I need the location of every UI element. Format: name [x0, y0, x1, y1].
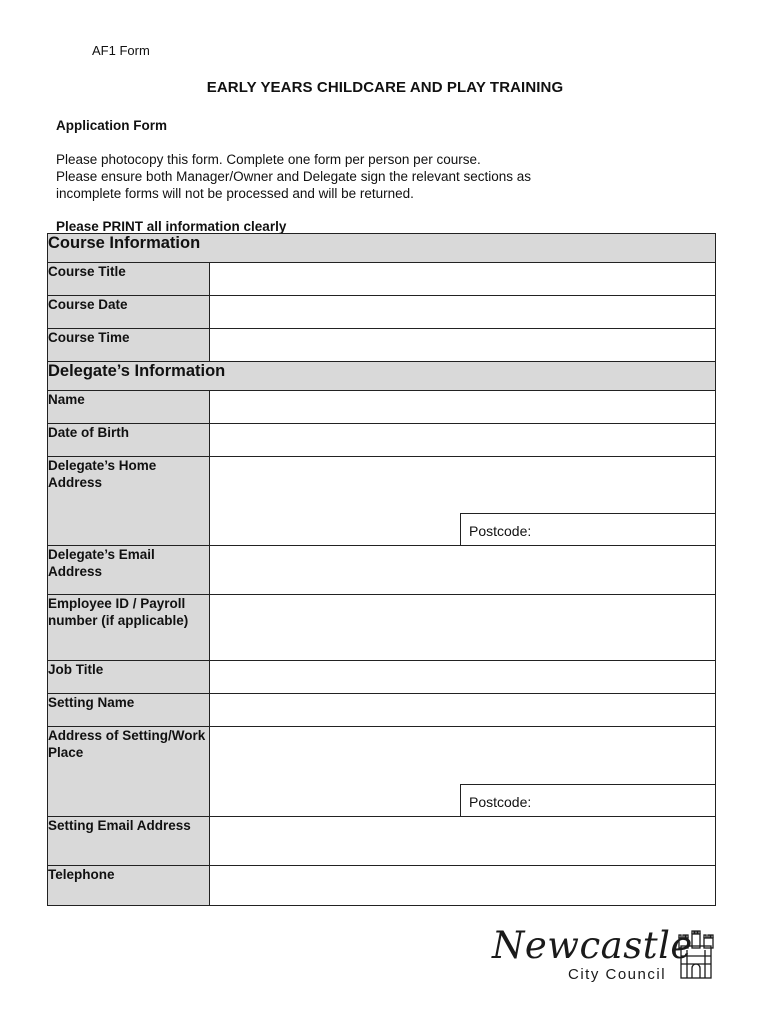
instruction-line: Please ensure both Manager/Owner and Delegate sign the relevant sections as — [56, 169, 532, 184]
setting-address-field[interactable] — [210, 727, 716, 817]
instruction-line: Please photocopy this form. Complete one form per person per course. — [56, 152, 481, 167]
course-date-label: Course Date — [48, 296, 210, 329]
setting-email-label: Setting Email Address — [48, 817, 210, 866]
delegate-email-field[interactable] — [210, 546, 716, 595]
course-information-header: Course Information — [48, 234, 716, 263]
setting-name-label: Setting Name — [48, 694, 210, 727]
job-title-field[interactable] — [210, 661, 716, 694]
setting-email-field[interactable] — [210, 817, 716, 866]
course-title-label: Course Title — [48, 263, 210, 296]
application-form-heading: Application Form — [56, 118, 167, 133]
delegate-email-label: Delegate’s Email Address — [48, 546, 210, 595]
delegate-information-header: Delegate’s Information — [48, 362, 716, 391]
telephone-field[interactable] — [210, 866, 716, 906]
home-postcode-field[interactable]: Postcode: — [460, 513, 716, 546]
date-of-birth-field[interactable] — [210, 424, 716, 457]
employee-id-field[interactable] — [210, 595, 716, 661]
home-address-label: Delegate’s Home Address — [48, 457, 210, 546]
instruction-line: incomplete forms will not be processed and will be returned. — [56, 186, 414, 201]
telephone-label: Telephone — [48, 866, 210, 906]
application-form-table — [47, 233, 716, 906]
instructions — [56, 151, 656, 202]
setting-postcode-field[interactable]: Postcode: — [460, 784, 716, 817]
newcastle-city-council-logo — [492, 924, 722, 984]
print-note: Please PRINT all information clearly — [56, 219, 287, 234]
home-address-field[interactable] — [210, 457, 716, 546]
name-field[interactable] — [210, 391, 716, 424]
date-of-birth-label: Date of Birth — [48, 424, 210, 457]
employee-id-label: Employee ID / Payroll number (if applicable) — [48, 595, 210, 661]
setting-name-field[interactable] — [210, 694, 716, 727]
document-title: EARLY YEARS CHILDCARE AND PLAY TRAINING — [206, 79, 564, 96]
course-date-field[interactable] — [210, 296, 716, 329]
course-time-label: Course Time — [48, 329, 210, 362]
setting-address-label: Address of Setting/Work Place — [48, 727, 210, 817]
name-label: Name — [48, 391, 210, 424]
logo-wordmark: Newcastle — [492, 924, 693, 967]
job-title-label: Job Title — [48, 661, 210, 694]
logo-council-text: City Council — [568, 966, 667, 983]
form-code: AF1 Form — [92, 43, 150, 58]
castle-icon — [677, 930, 715, 980]
course-title-field[interactable] — [210, 263, 716, 296]
course-time-field[interactable] — [210, 329, 716, 362]
